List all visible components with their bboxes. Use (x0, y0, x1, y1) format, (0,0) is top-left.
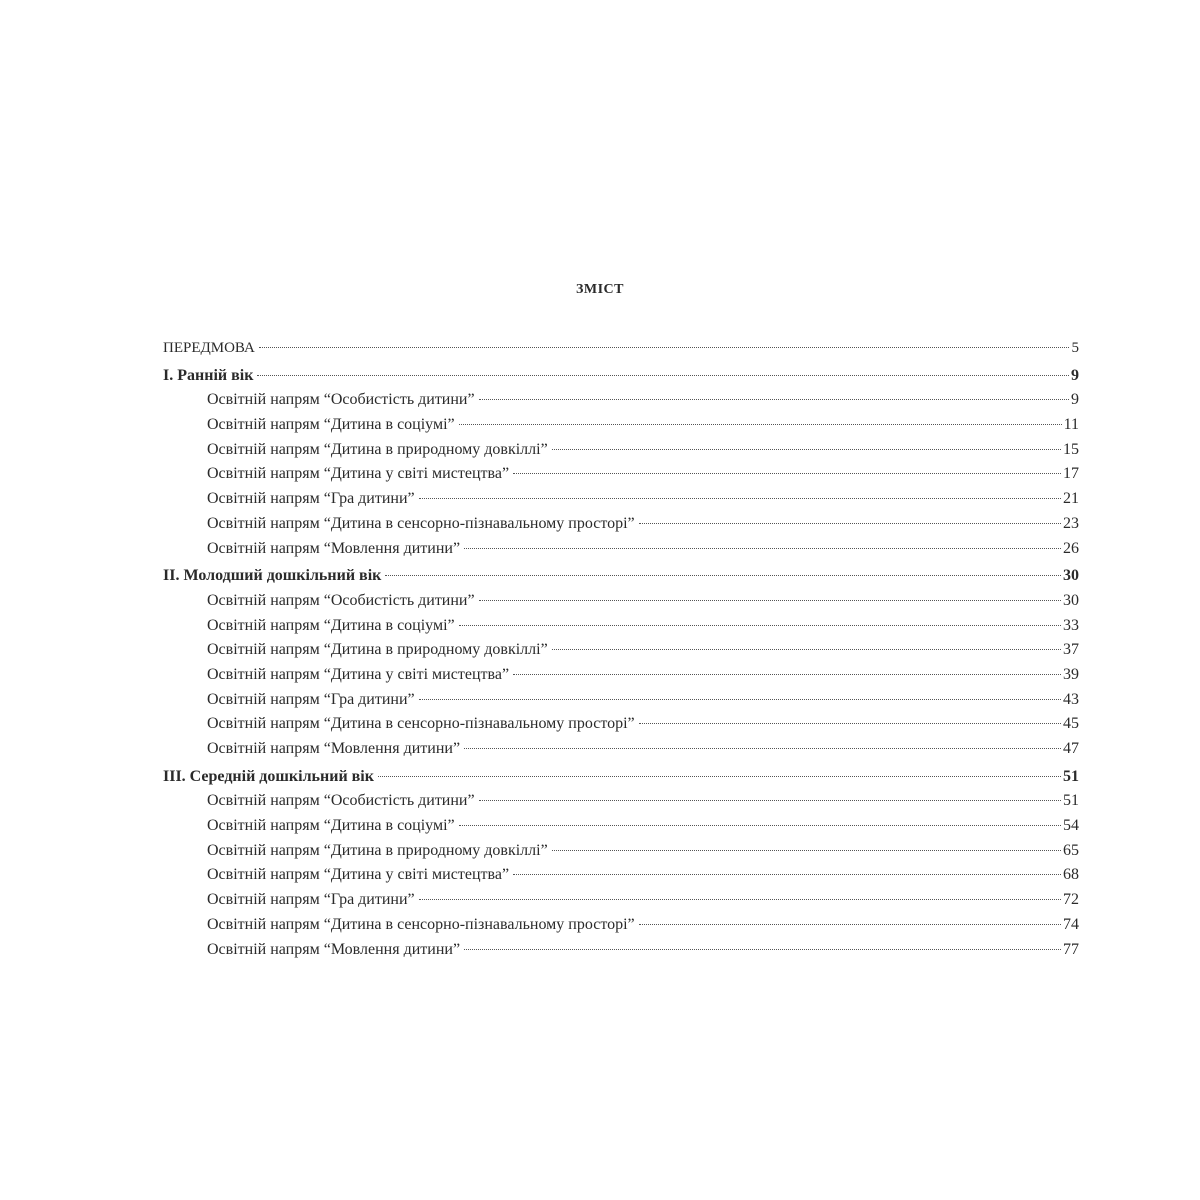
toc-entry-label: Освітній напрям “Особистість дитини” (207, 792, 475, 810)
dot-leader (378, 774, 1061, 777)
toc-page-number: 21 (1063, 490, 1079, 508)
toc-entry-label: ІІ. Молодший дошкільний вік (163, 567, 382, 585)
toc-page-number: 9 (1071, 391, 1079, 409)
dot-leader (419, 496, 1061, 499)
toc-entry-label: Освітній напрям “Гра дитини” (207, 690, 415, 708)
toc-subentry (163, 388, 1079, 413)
toc-subentry (163, 614, 1079, 639)
toc-entry-label: Освітній напрям “Гра дитини” (207, 891, 415, 909)
toc-page-number: 30 (1063, 591, 1079, 609)
toc-subentry (163, 638, 1079, 663)
dot-leader (464, 746, 1061, 749)
dot-leader (479, 598, 1061, 601)
toc-page-number: 15 (1063, 440, 1079, 458)
dot-leader (513, 471, 1061, 474)
toc-subentry (163, 589, 1079, 614)
toc-page-number: 37 (1063, 641, 1079, 659)
toc-page-number: 54 (1063, 817, 1079, 835)
dot-leader (385, 573, 1061, 576)
toc-page-number: 45 (1063, 715, 1079, 733)
toc-subentry (163, 938, 1079, 963)
toc-subentry (163, 712, 1079, 737)
toc-page-number: 39 (1063, 665, 1079, 683)
toc-page-number: 17 (1063, 465, 1079, 483)
toc-section-entry (163, 364, 1079, 389)
toc-entry-label: Освітній напрям “Дитина в сенсорно-пізнавальному просторі” (207, 514, 635, 532)
toc-subentry (163, 863, 1079, 888)
toc-entry-label: Освітній напрям “Особистість дитини” (207, 391, 475, 409)
toc-entry-label: Освітній напрям “Дитина в соціумі” (207, 416, 455, 434)
toc-entry-label: Освітній напрям “Дитина в сенсорно-пізнавальному просторі” (207, 915, 635, 933)
dot-leader (459, 823, 1061, 826)
toc-list (163, 336, 1079, 962)
toc-entry-label: Освітній напрям “Дитина в соціумі” (207, 817, 455, 835)
toc-entry-label: Освітній напрям “Дитина у світі мистецтва” (207, 665, 510, 683)
toc-subentry (163, 537, 1079, 562)
toc-subentry (163, 814, 1079, 839)
dot-leader (464, 947, 1061, 950)
dot-leader (419, 697, 1061, 700)
toc-page-number: 74 (1063, 915, 1079, 933)
toc-entry-label: Освітній напрям “Мовлення дитини” (207, 740, 461, 757)
toc-page-number: 11 (1063, 416, 1079, 434)
dot-leader (552, 647, 1061, 650)
toc-page-number: 77 (1063, 940, 1079, 958)
toc-page-number: 5 (1071, 340, 1079, 356)
dot-leader (257, 373, 1069, 376)
toc-page-number: 23 (1063, 514, 1079, 532)
toc-entry-label: Освітній напрям “Дитина в природному довкіллі” (207, 641, 548, 659)
toc-entry-label: Освітній напрям “Дитина в сенсорно-пізнавальному просторі” (207, 715, 635, 733)
toc-page-number: 68 (1063, 866, 1079, 884)
toc-subentry (163, 737, 1079, 762)
toc-subentry (163, 663, 1079, 688)
dot-leader (479, 798, 1061, 801)
toc-subentry (163, 462, 1079, 487)
toc-page-number: 26 (1063, 539, 1079, 557)
toc-subentry (163, 913, 1079, 938)
toc-page-number: 47 (1063, 740, 1079, 757)
toc-page-number: 30 (1063, 567, 1079, 585)
toc-entry-label: ПЕРЕДМОВА (163, 340, 255, 356)
toc-page-number: 51 (1063, 792, 1079, 810)
toc-subentry (163, 839, 1079, 864)
toc-entry-label: Освітній напрям “Дитина в соціумі” (207, 616, 455, 634)
dot-leader (639, 521, 1061, 524)
dot-leader (639, 922, 1061, 925)
dot-leader (552, 848, 1061, 851)
toc-page-number: 43 (1063, 690, 1079, 708)
toc-entry-label: Освітній напрям “Дитина у світі мистецтва” (207, 866, 510, 884)
toc-entry-label: Освітній напрям “Мовлення дитини” (207, 940, 461, 958)
toc-subentry (163, 487, 1079, 512)
dot-leader (464, 546, 1061, 549)
toc-entry-label: Освітній напрям “Дитина в природному довкіллі” (207, 841, 548, 859)
dot-leader (639, 721, 1061, 724)
toc-entry-label: Освітній напрям “Дитина у світі мистецтва” (207, 465, 510, 483)
toc-entry-label: Освітній напрям “Мовлення дитини” (207, 539, 461, 557)
toc-subentry (163, 888, 1079, 913)
dot-leader (419, 897, 1061, 900)
toc-entry-label: Освітній напрям “Гра дитини” (207, 490, 415, 508)
dot-leader (513, 872, 1061, 875)
dot-leader (459, 623, 1061, 626)
dot-leader (513, 672, 1061, 675)
toc-subentry (163, 688, 1079, 713)
toc-page-number: 65 (1063, 841, 1079, 859)
toc-subentry (163, 789, 1079, 814)
dot-leader (479, 397, 1069, 400)
toc-entry-label: ІІІ. Середній дошкільний вік (163, 767, 374, 785)
toc-page-number: 33 (1063, 616, 1079, 634)
toc-subentry (163, 413, 1079, 438)
dot-leader (459, 422, 1062, 425)
toc-entry-label: І. Ранній вік (163, 366, 254, 384)
toc-subentry (163, 512, 1079, 537)
toc-page-number: 51 (1063, 767, 1079, 785)
toc-entry-label: Освітній напрям “Особистість дитини” (207, 591, 475, 609)
toc-subentry (163, 438, 1079, 463)
toc-preface-entry (163, 336, 1079, 361)
toc-page-number: 72 (1063, 891, 1079, 909)
toc-section-entry (163, 564, 1079, 589)
toc-title: ЗМІСТ (576, 282, 624, 297)
toc-section-entry (163, 765, 1079, 790)
dot-leader (552, 447, 1061, 450)
toc-entry-label: Освітній напрям “Дитина в природному довкіллі” (207, 440, 548, 458)
toc-page-number: 9 (1071, 366, 1079, 384)
dot-leader (259, 345, 1069, 348)
